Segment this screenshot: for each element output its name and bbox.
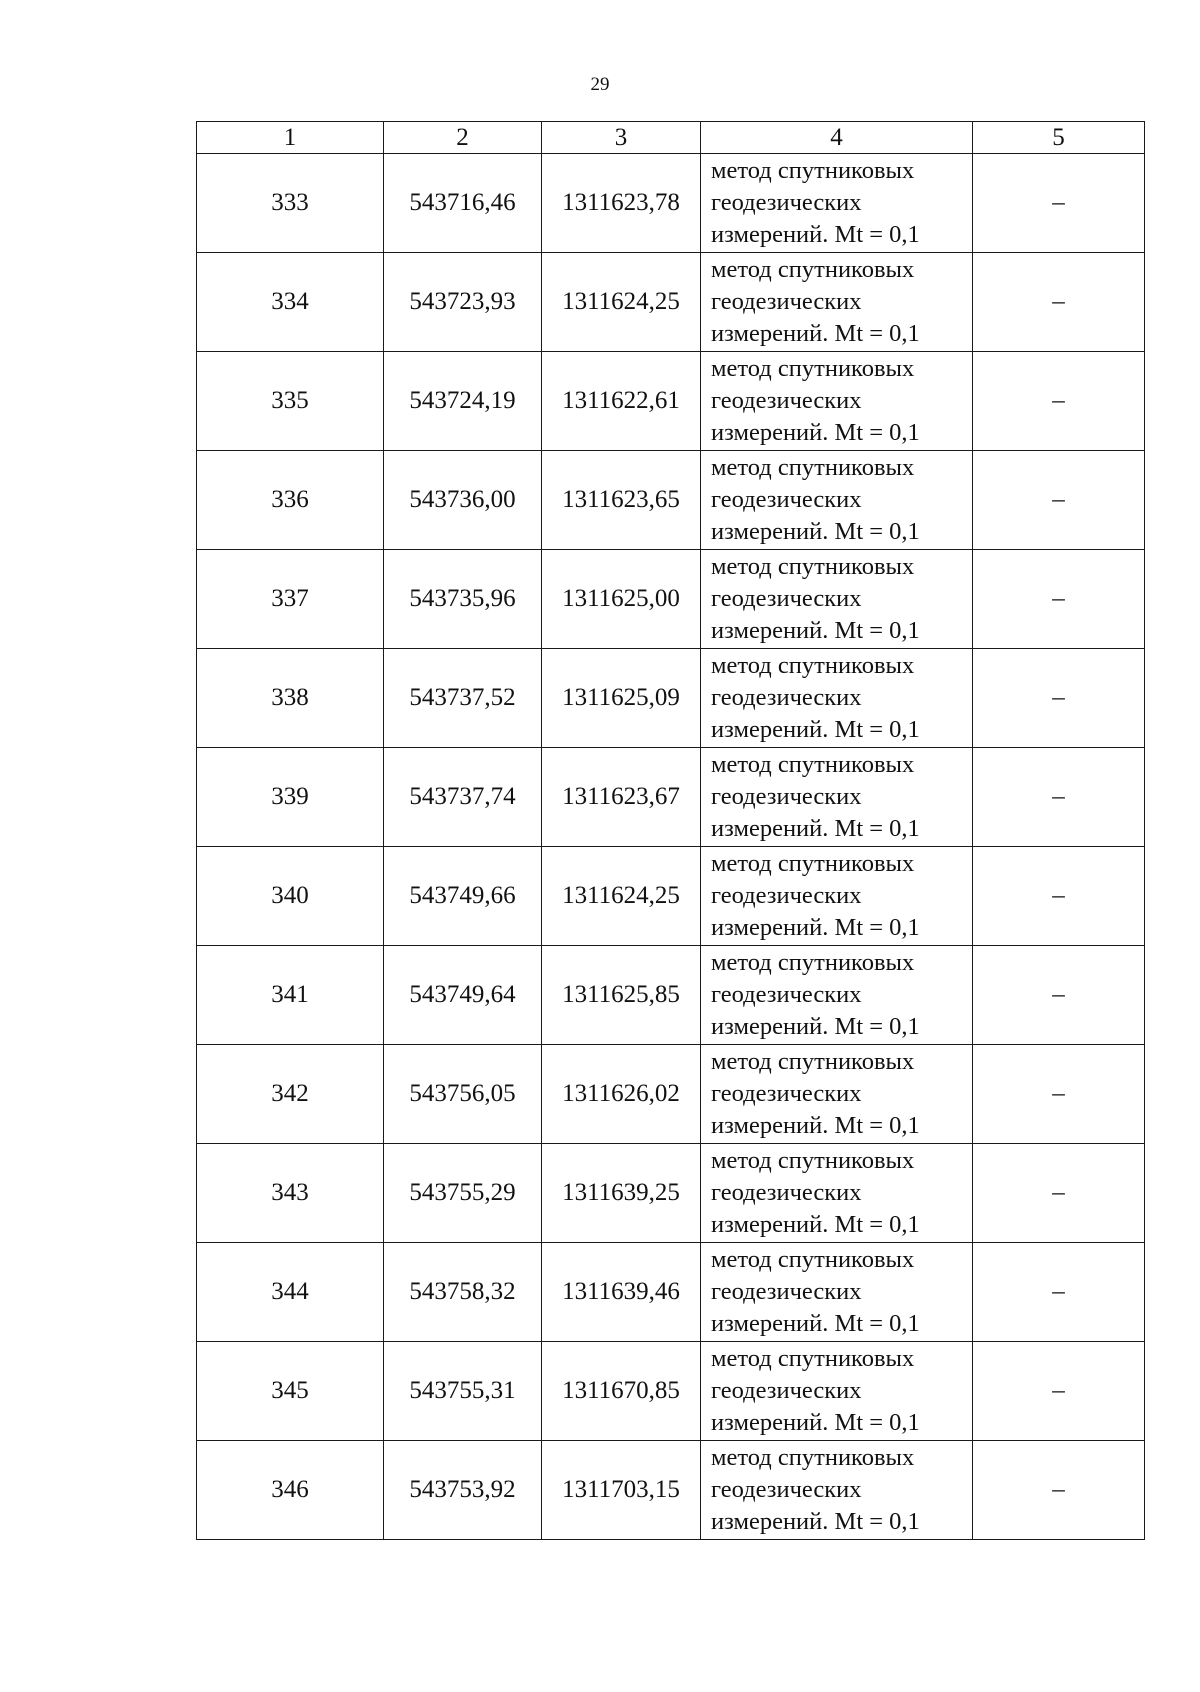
note-cell: – [973, 649, 1145, 748]
method-line: метод спутниковых [711, 355, 915, 382]
x-coordinate-cell: 543724,19 [384, 352, 542, 451]
table-header [197, 122, 1145, 154]
method-line: метод спутниковых [711, 256, 915, 283]
y-coordinate-cell: 1311623,65 [542, 451, 701, 550]
table-row [197, 451, 1145, 550]
method-cell [701, 253, 973, 352]
y-coordinate-cell: 1311623,78 [542, 154, 701, 253]
y-coordinate-cell: 1311625,85 [542, 946, 701, 1045]
point-number-cell: 341 [197, 946, 384, 1045]
note-cell: – [973, 451, 1145, 550]
point-number-cell: 334 [197, 253, 384, 352]
point-number-cell: 345 [197, 1342, 384, 1441]
y-coordinate-cell: 1311625,00 [542, 550, 701, 649]
header-col-1: 1 [197, 122, 384, 154]
method-line: геодезических [711, 387, 862, 414]
method-cell [701, 748, 973, 847]
method-line: измерений. Mt = 0,1 [711, 815, 920, 842]
method-cell [701, 352, 973, 451]
method-line: геодезических [711, 585, 862, 612]
point-number-cell: 340 [197, 847, 384, 946]
method-cell [701, 847, 973, 946]
method-line: геодезических [711, 1476, 862, 1503]
x-coordinate-cell: 543749,66 [384, 847, 542, 946]
method-line: геодезических [711, 1179, 862, 1206]
table-row [197, 154, 1145, 253]
method-cell [701, 451, 973, 550]
note-cell: – [973, 154, 1145, 253]
header-col-4: 4 [701, 122, 973, 154]
method-line: геодезических [711, 1080, 862, 1107]
method-line: измерений. Mt = 0,1 [711, 617, 920, 644]
method-cell [701, 946, 973, 1045]
note-cell: – [973, 847, 1145, 946]
point-number-cell: 333 [197, 154, 384, 253]
y-coordinate-cell: 1311639,25 [542, 1144, 701, 1243]
method-line: измерений. Mt = 0,1 [711, 1013, 920, 1040]
method-line: метод спутниковых [711, 1147, 915, 1174]
x-coordinate-cell: 543749,64 [384, 946, 542, 1045]
y-coordinate-cell: 1311622,61 [542, 352, 701, 451]
method-line: метод спутниковых [711, 157, 915, 184]
x-coordinate-cell: 543755,29 [384, 1144, 542, 1243]
method-line: метод спутниковых [711, 1444, 915, 1471]
note-cell: – [973, 1342, 1145, 1441]
method-cell [701, 1144, 973, 1243]
x-coordinate-cell: 543737,52 [384, 649, 542, 748]
note-cell: – [973, 1441, 1145, 1540]
method-line: измерений. Mt = 0,1 [711, 1211, 920, 1238]
method-line: метод спутниковых [711, 751, 915, 778]
table-row [197, 352, 1145, 451]
y-coordinate-cell: 1311624,25 [542, 847, 701, 946]
x-coordinate-cell: 543723,93 [384, 253, 542, 352]
method-cell [701, 1342, 973, 1441]
note-cell: – [973, 352, 1145, 451]
x-coordinate-cell: 543755,31 [384, 1342, 542, 1441]
table-row [197, 946, 1145, 1045]
point-number-cell: 337 [197, 550, 384, 649]
header-row [197, 122, 1145, 154]
table-row [197, 847, 1145, 946]
method-line: измерений. Mt = 0,1 [711, 419, 920, 446]
y-coordinate-cell: 1311670,85 [542, 1342, 701, 1441]
y-coordinate-cell: 1311624,25 [542, 253, 701, 352]
point-number-cell: 342 [197, 1045, 384, 1144]
table-row [197, 1144, 1145, 1243]
x-coordinate-cell: 543716,46 [384, 154, 542, 253]
method-line: метод спутниковых [711, 1345, 915, 1372]
note-cell: – [973, 253, 1145, 352]
method-cell [701, 550, 973, 649]
method-line: метод спутниковых [711, 949, 915, 976]
method-line: измерений. Mt = 0,1 [711, 320, 920, 347]
method-cell [701, 1441, 973, 1540]
table-row [197, 1243, 1145, 1342]
table-row [197, 748, 1145, 847]
point-number-cell: 335 [197, 352, 384, 451]
x-coordinate-cell: 543736,00 [384, 451, 542, 550]
method-cell [701, 649, 973, 748]
table-row [197, 253, 1145, 352]
table-row [197, 1045, 1145, 1144]
table-row [197, 1342, 1145, 1441]
method-line: геодезических [711, 1278, 862, 1305]
method-line: измерений. Mt = 0,1 [711, 1508, 920, 1535]
x-coordinate-cell: 543756,05 [384, 1045, 542, 1144]
method-line: измерений. Mt = 0,1 [711, 716, 920, 743]
method-cell [701, 1045, 973, 1144]
method-line: измерений. Mt = 0,1 [711, 518, 920, 545]
method-line: геодезических [711, 486, 862, 513]
method-cell [701, 154, 973, 253]
method-line: метод спутниковых [711, 454, 915, 481]
method-line: геодезических [711, 684, 862, 711]
table-body [197, 154, 1145, 1540]
method-line: измерений. Mt = 0,1 [711, 221, 920, 248]
method-line: геодезических [711, 189, 862, 216]
method-line: геодезических [711, 1377, 862, 1404]
header-col-2: 2 [384, 122, 542, 154]
point-number-cell: 336 [197, 451, 384, 550]
y-coordinate-cell: 1311623,67 [542, 748, 701, 847]
method-line: геодезических [711, 882, 862, 909]
point-number-cell: 338 [197, 649, 384, 748]
table-row [197, 550, 1145, 649]
method-line: метод спутниковых [711, 1048, 915, 1075]
method-line: измерений. Mt = 0,1 [711, 1409, 920, 1436]
point-number-cell: 339 [197, 748, 384, 847]
method-line: измерений. Mt = 0,1 [711, 1310, 920, 1337]
method-line: метод спутниковых [711, 1246, 915, 1273]
y-coordinate-cell: 1311625,09 [542, 649, 701, 748]
method-line: метод спутниковых [711, 850, 915, 877]
method-line: геодезических [711, 783, 862, 810]
method-line: измерений. Mt = 0,1 [711, 1112, 920, 1139]
x-coordinate-cell: 543735,96 [384, 550, 542, 649]
x-coordinate-cell: 543737,74 [384, 748, 542, 847]
x-coordinate-cell: 543753,92 [384, 1441, 542, 1540]
note-cell: – [973, 1243, 1145, 1342]
coordinates-table [196, 121, 1145, 1540]
point-number-cell: 344 [197, 1243, 384, 1342]
page-number: 29 [590, 74, 610, 95]
method-line: геодезических [711, 981, 862, 1008]
y-coordinate-cell: 1311639,46 [542, 1243, 701, 1342]
method-line: измерений. Mt = 0,1 [711, 914, 920, 941]
point-number-cell: 346 [197, 1441, 384, 1540]
note-cell: – [973, 1144, 1145, 1243]
x-coordinate-cell: 543758,32 [384, 1243, 542, 1342]
table-row [197, 1441, 1145, 1540]
note-cell: – [973, 946, 1145, 1045]
note-cell: – [973, 1045, 1145, 1144]
method-line: геодезических [711, 288, 862, 315]
header-col-5: 5 [973, 122, 1145, 154]
note-cell: – [973, 748, 1145, 847]
method-line: метод спутниковых [711, 652, 915, 679]
table-row [197, 649, 1145, 748]
method-cell [701, 1243, 973, 1342]
method-line: метод спутниковых [711, 553, 915, 580]
y-coordinate-cell: 1311703,15 [542, 1441, 701, 1540]
header-col-3: 3 [542, 122, 701, 154]
point-number-cell: 343 [197, 1144, 384, 1243]
y-coordinate-cell: 1311626,02 [542, 1045, 701, 1144]
note-cell: – [973, 550, 1145, 649]
